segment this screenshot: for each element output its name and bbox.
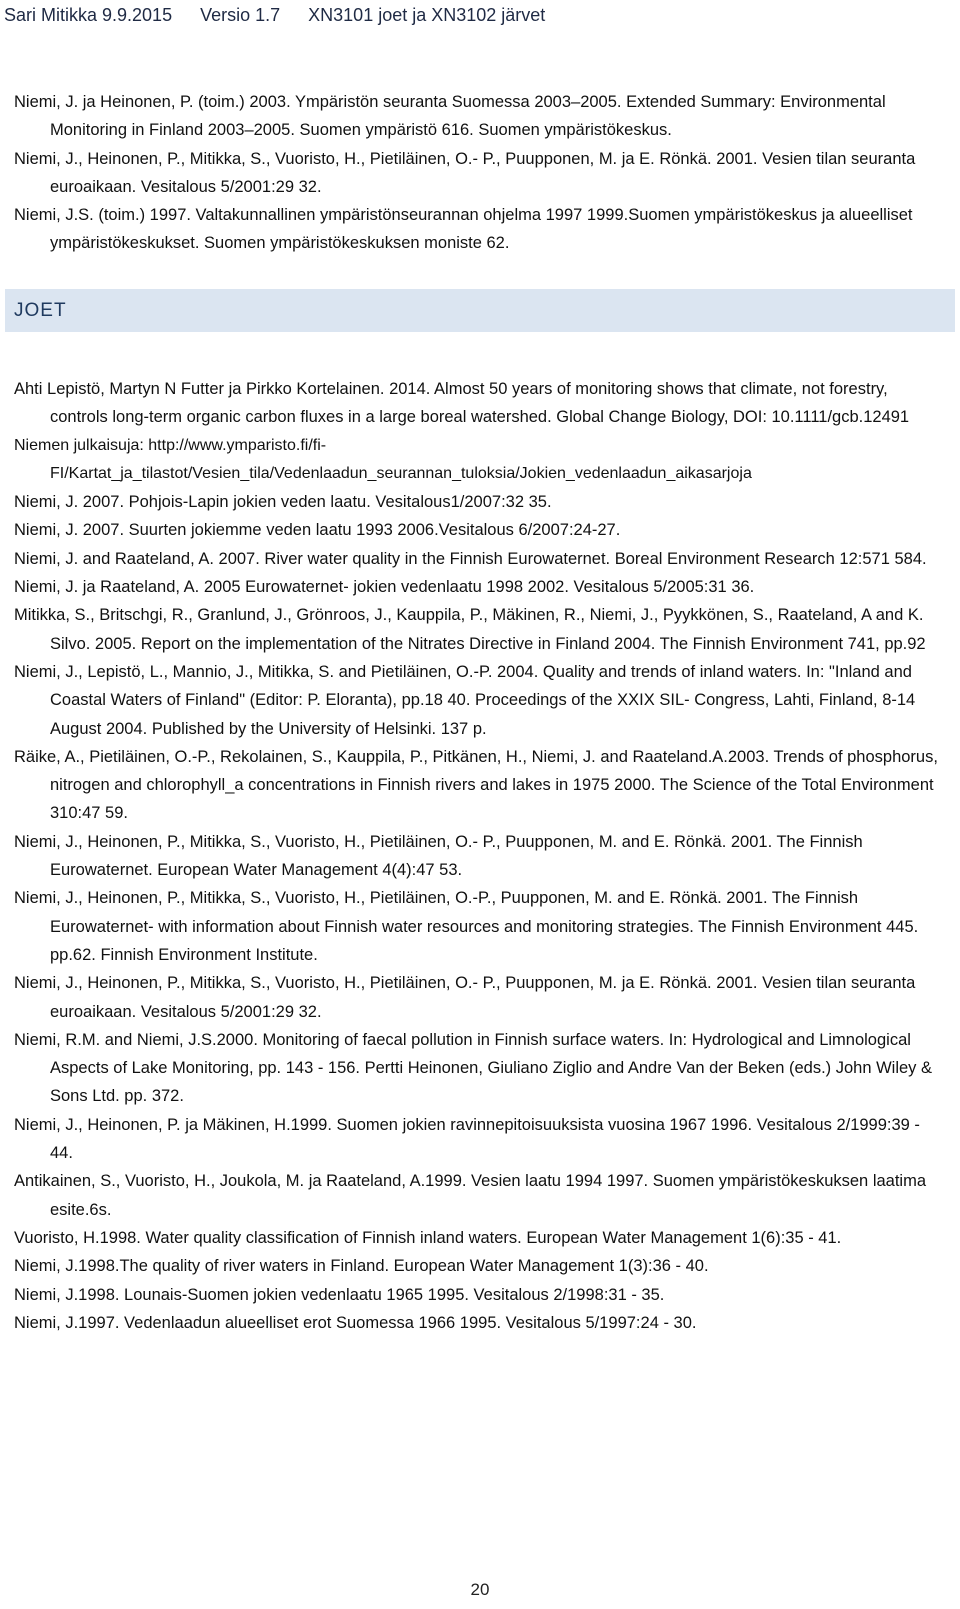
page-header <box>0 0 960 30</box>
reference-item: Niemi, J., Lepistö, L., Mannio, J., Mitikka, S. and Pietiläinen, O.-P. 2004. Quality and trends of inland waters. In: "Inland and Coastal Waters of Finland" (Editor: P. Eloranta), pp.18 40. Proceedings of the XXIX SIL- Congress, Lahti, Finland, 8-14 August 2004. Published by the University of Helsinki. 137 p. <box>14 662 916 738</box>
reference-item: Niemi, J. ja Raateland, A. 2005 Eurowaternet- jokien vedenlaatu 1998 2002. Vesitalous 5/2005:31 36. <box>14 578 755 597</box>
reference-item: Räike, A., Pietiläinen, O.-P., Rekolainen, S., Kauppila, P., Pitkänen, H., Niemi, J. and Raateland.A.2003. Trends of phosphorus, nitrogen and chlorophyll_a concentrations in Finnish rivers and lakes in 1975 2000. The Science of the Total Environment 310:47 59. <box>14 747 938 823</box>
reference-item: Niemi, J., Heinonen, P., Mitikka, S., Vuoristo, H., Pietiläinen, O.- P., Puupponen, M. ja E. Rönkä. 2001. Vesien tilan seuranta euroaikaan. Vesitalous 5/2001:29 32. <box>14 974 916 1021</box>
reference-item: Niemi, J., Heinonen, P. ja Mäkinen, H.1999. Suomen jokien ravinnepitoisuuksista vuosina 1967 1996. Vesitalous 2/1999:39 - 44. <box>14 1115 920 1163</box>
reference-item: Niemi, J., Heinonen, P., Mitikka, S., Vuoristo, H., Pietiläinen, O.- P., Puupponen, M. and E. Rönkä. 2001. The Finnish Eurowaternet. European Water Management 4(4):47 53. <box>14 832 863 880</box>
header-author-date: Sari Mitikka 9.9.2015 <box>4 4 173 25</box>
reference-item: Niemi, J. and Raateland, A. 2007. River water quality in the Finnish Eurowaternet. Boreal Environment Research 12:571 584. <box>14 549 927 568</box>
reference-item: Niemi, J. 2007. Suurten jokiemme veden laatu 1993 2006.Vesitalous 6/2007:24-27. <box>14 521 621 540</box>
reference-item: Niemi, R.M. and Niemi, J.S.2000. Monitoring of faecal pollution in Finnish surface waters. In: Hydrological and Limnological Aspects of Lake Monitoring, pp. 143 - 156. Pertti Heinonen, Giuliano Ziglio and Andre Van der Beken (eds.) John Wiley & Sons Ltd. pp. 372. <box>14 1030 933 1106</box>
header-version: Versio 1.7 <box>200 4 281 25</box>
reference-item: Niemi, J.S. (toim.) 1997. Valtakunnallinen ympäristönseurannan ohjelma 1997 1999.Suomen ympäristökeskus ja alueelliset ympäristökeskukset. Suomen ympäristökeskuksen moniste 62. <box>14 206 913 253</box>
reference-item: Niemi, J. 2007. Pohjois-Lapin jokien veden laatu. Vesitalous1/2007:32 35. <box>14 493 552 512</box>
reference-item: Niemen julkaisuja: http://www.ymparisto.fi/fi-FI/Kartat_ja_tilastot/Vesien_tila/Vedenlaadun_seurannan_tuloksia/Jokien_vedenlaadun_aikasarjoja <box>14 436 752 482</box>
header-doc-title: XN3101 joet ja XN3102 järvet <box>308 4 546 25</box>
reference-item: Niemi, J.1998. Lounais-Suomen jokien vedenlaatu 1965 1995. Vesitalous 2/1998:31 - 35. <box>14 1285 665 1304</box>
reference-item: Mitikka, S., Britschgi, R., Granlund, J., Grönroos, J., Kauppila, P., Mäkinen, R., Niemi, J., Pyykkönen, S., Raateland, A and K. Silvo. 2005. Report on the implementation of the Nitrates Directive in Finland 2004. The Finnish Environment 741, pp.92 <box>14 606 926 653</box>
page-number: 20 <box>470 1580 490 1599</box>
reference-list <box>14 375 944 1337</box>
reference-item: Antikainen, S., Vuoristo, H., Joukola, M. ja Raateland, A.1999. Vesien laatu 1994 1997. Suomen ympäristökeskuksen laatima esite.6s. <box>14 1172 927 1219</box>
top-reference-list <box>14 88 944 258</box>
section-heading-bar <box>5 289 955 332</box>
reference-item: Niemi, J.1998.The quality of river waters in Finland. European Water Management 1(3):36 - 40. <box>14 1257 709 1276</box>
reference-item: Ahti Lepistö, Martyn N Futter ja Pirkko Kortelainen. 2014. Almost 50 years of monitoring shows that climate, not forestry, controls long-term organic carbon fluxes in a large boreal watershed. Global Change Biology, DOI: 10.1111/gcb.12491 <box>14 380 910 427</box>
section-title: JOET <box>14 299 67 321</box>
reference-item: Niemi, J., Heinonen, P., Mitikka, S., Vuoristo, H., Pietiläinen, O.-P., Puupponen, M. and E. Rönkä. 2001. The Finnish Eurowaternet- with information about Finnish water resources and monitoring strategies. The Finnish Environment 445. pp.62. Finnish Environment Institute. <box>14 889 919 964</box>
reference-item: Niemi, J., Heinonen, P., Mitikka, S., Vuoristo, H., Pietiläinen, O.- P., Puupponen, M. ja E. Rönkä. 2001. Vesien tilan seuranta euroaikaan. Vesitalous 5/2001:29 32. <box>14 149 916 196</box>
reference-item: Niemi, J. ja Heinonen, P. (toim.) 2003. Ympäristön seuranta Suomessa 2003–2005. Extended Summary: Environmental Monitoring in Finland 2003–2005. Suomen ympäristö 616. Suomen ympäristökeskus. <box>14 93 886 140</box>
reference-item: Vuoristo, H.1998. Water quality classification of Finnish inland waters. European Water Management 1(6):35 - 41. <box>14 1228 842 1247</box>
reference-item: Niemi, J.1997. Vedenlaadun alueelliset erot Suomessa 1966 1995. Vesitalous 5/1997:24 - 30. <box>14 1313 697 1332</box>
